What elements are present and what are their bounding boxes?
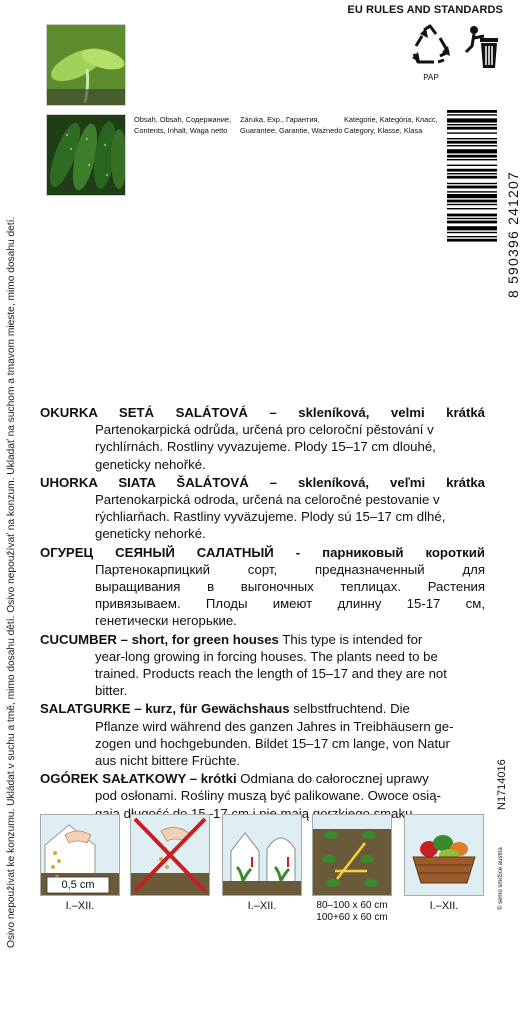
dispose-bin-symbol [462, 22, 502, 72]
trash-bin-icon [462, 22, 502, 72]
contents-label-line2: Contents, Inhalt, Waga netto [134, 126, 228, 135]
entry-line: привязываем. Плоды имеют длинну 15-17 см, [95, 596, 485, 612]
entry-title-tail: Odmiana do całorocznej uprawy [236, 771, 429, 787]
product-code-text: N1714016 [496, 759, 508, 810]
entry-title-row [40, 770, 485, 787]
contents-label-line1: Obsah, Obsah, Содержание, [134, 115, 232, 124]
entry-title-row [40, 700, 485, 717]
barcode-bar [447, 145, 497, 146]
barcode-bar [447, 132, 497, 133]
barcode-bar [447, 194, 497, 198]
entry-text [40, 718, 485, 770]
entry-title: OKURKA SETÁ SALÁTOVÁ – skleníková, velmi krátká [40, 405, 485, 420]
no-direct-sowing-pictogram [130, 814, 210, 896]
entry-title-row [40, 631, 485, 648]
barcode-bar [447, 236, 497, 237]
barcode-bar [447, 191, 497, 192]
entry-text [40, 561, 485, 630]
entry-title: ОГУРЕЦ СЕЯНЫЙ САЛАТНЫЙ - парниковый короткий [40, 544, 485, 560]
entry-line: geneticky nehořké. [95, 456, 206, 472]
barcode-bar [447, 138, 497, 139]
entry-czech [40, 404, 485, 473]
entry-title: CUCUMBER – short, for green houses [40, 631, 279, 647]
barcode-digits: 8 590396 241207 [505, 171, 521, 298]
entry-line: Партенокарпицкий сорт, предназначенный для [95, 561, 485, 577]
harvest-pictogram [404, 814, 484, 896]
plant-spacing-pictogram [312, 814, 392, 896]
barcode-bar [447, 110, 497, 113]
caption-line: I.–XII. [65, 900, 95, 912]
eu-rules-label: EU RULES AND STANDARDS [347, 4, 503, 16]
barcode-bar [447, 169, 497, 172]
entry-line: выращивания в выгоночных теплицах. Растения [95, 579, 485, 595]
barcode-bar [447, 221, 497, 224]
entry-english [40, 631, 485, 700]
barcode-bar [447, 124, 497, 125]
barcode-bar [447, 173, 497, 174]
recycle-symbol [408, 24, 454, 80]
copyright [496, 810, 508, 910]
entry-line: aus nicht bittere Früchte. [95, 753, 241, 769]
greenhouse-caption [222, 900, 302, 912]
entry-line: rýchliarňach. Rastliny vyväzujeme. Plody sú 15–17 cm dlhé, [95, 509, 446, 525]
entry-german [40, 700, 485, 769]
cultivation-pictograms [40, 814, 485, 934]
entry-line: year-long growing in forcing houses. The plants need to be [95, 648, 438, 664]
entry-line: trained. Products reach the length of 15–17 and they are not [95, 666, 447, 682]
barcode-bar [447, 155, 497, 158]
entry-text [40, 421, 485, 473]
caption-line: I.–XII. [247, 900, 277, 912]
copyright-text: © semo smržice austria [498, 847, 504, 910]
barcode-bar [447, 149, 497, 153]
category-label [344, 114, 438, 136]
entry-line: zogen und hochgebunden. Bildet 15–17 cm lange, von Natur [95, 735, 450, 751]
greenhouse-icon [223, 815, 301, 895]
sowing-depth-caption [40, 900, 120, 912]
barcode [447, 108, 521, 298]
barcode-bar [447, 114, 497, 115]
entry-line: генетически негорькие. [95, 613, 237, 629]
entry-line: Pflanze wird während des ganzen Jahres in Treibhäusern ge- [95, 718, 454, 734]
barcode-bar [447, 214, 497, 217]
entry-title: UHORKA SIATA ŠALÁTOVÁ – skleníková, veľmi krátka [40, 474, 485, 490]
entry-title: SALATGURKE – kurz, für Gewächshaus [40, 701, 290, 717]
crossed-sowing-icon [131, 815, 209, 895]
barcode-bar [447, 232, 497, 233]
harvest-caption [404, 900, 484, 912]
caption-line: I.–XII. [429, 900, 459, 912]
barcode-bar [447, 239, 497, 242]
barcode-bar [447, 141, 497, 144]
barcode-bar [447, 118, 497, 122]
entry-slovak [40, 474, 485, 543]
cucumbers-photo [46, 114, 126, 196]
category-label-line1: Kategorie, Kategória, Класс, [344, 115, 438, 124]
category-label-line2: Category, Klasse, Klasa [344, 126, 423, 135]
barcode-bar [447, 127, 497, 130]
entry-russian [40, 544, 485, 630]
plant-spacing-caption [312, 900, 392, 924]
seedling-photo [46, 24, 126, 106]
barcode-bar [447, 176, 497, 179]
barcode-bar [447, 208, 497, 209]
greenhouse-pictogram [222, 814, 302, 896]
entry-title: OGÓREK SAŁATKOWY – krótki [40, 771, 237, 787]
entry-line: smaku. [373, 805, 417, 821]
barcode-bars [447, 108, 497, 298]
entry-line: Partenokarpická odrůda, určená pro celoroční pěstování v [95, 422, 434, 438]
entry-line: rychlírnách. Rostliny vyvazujeme. Plody 15–17 cm dlouhé, [95, 439, 436, 455]
entry-line: pod osłonami. Rośliny muszą być palikowane. Owoce osią- [95, 788, 441, 804]
entry-title-tail: This type is intended for [278, 631, 423, 647]
product-code [494, 740, 512, 810]
barcode-bar [447, 159, 497, 160]
barcode-bar [447, 200, 497, 203]
storage-warning-sidebar [6, 8, 22, 948]
guarantee-label [240, 114, 342, 136]
barcode-bar [447, 218, 497, 219]
entry-title-tail: selbstfruchtend. Die [289, 701, 410, 717]
harvest-basket-icon [405, 815, 483, 895]
spacing-icon [313, 815, 391, 895]
entry-line: geneticky nehorké. [95, 526, 206, 542]
barcode-bar [447, 186, 497, 189]
guarantee-label-line1: Záruka, Exp., Гарантия, [240, 115, 320, 124]
recycle-icon [408, 24, 454, 66]
pap-label: PAP [423, 73, 439, 82]
storage-warning-text: Osivo nepoužívat ke konzumu. Ukládat v suchu a tmě, mimo dosahu dětí. Osivo nepoužívať na konzum. Ukladať na suchom a tmavom mieste, mimo dosahu detí. [6, 216, 17, 948]
caption-line: 80–100 x 60 cm [316, 900, 388, 911]
contents-label [134, 114, 231, 136]
entry-line: Partenokarpická odroda, určená na celoročné pestovanie v [95, 492, 440, 508]
barcode-bar [447, 204, 497, 205]
sowing-depth-label: 0,5 cm [61, 879, 95, 891]
guarantee-label-line2: Guarantee, Garantie, Ważnedo [240, 126, 343, 135]
description-block [40, 404, 485, 823]
entry-line: bitter. [95, 683, 128, 699]
entry-text [40, 491, 485, 543]
sowing-depth-pictogram [40, 814, 120, 896]
barcode-bar [447, 226, 497, 230]
entry-text [40, 648, 485, 700]
caption-line: 100+60 x 60 cm [316, 912, 388, 923]
barcode-bar [447, 165, 497, 166]
barcode-bar [447, 183, 497, 184]
